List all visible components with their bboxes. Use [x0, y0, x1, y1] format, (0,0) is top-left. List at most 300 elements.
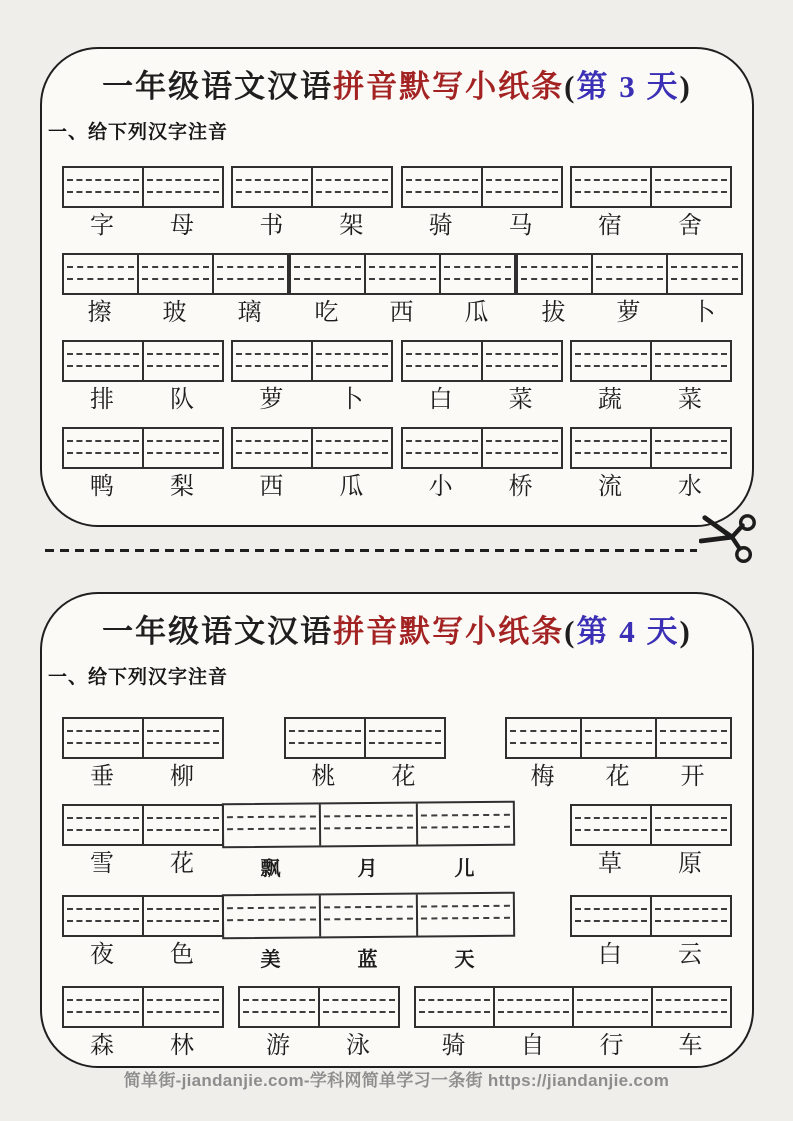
dashed-guideline — [655, 353, 727, 355]
dashed-guideline — [421, 917, 510, 920]
hanzi-char: 骑 — [441, 1033, 466, 1059]
dashed-guideline — [444, 266, 511, 268]
instruction-text: 一、给下列汉字注音 — [48, 667, 229, 688]
dashed-guideline — [486, 179, 558, 181]
pinyin-cell[interactable] — [483, 168, 561, 206]
hanzi-char: 西 — [259, 474, 284, 500]
word-group — [62, 895, 224, 969]
pinyin-cell[interactable] — [313, 342, 391, 380]
pinyin-cell[interactable] — [240, 988, 320, 1026]
dashed-guideline — [486, 365, 558, 367]
dashed-guideline — [147, 908, 219, 910]
hanzi-row — [231, 473, 393, 501]
word-row — [62, 253, 732, 327]
word-group — [231, 166, 393, 240]
hanzi-char: 梅 — [530, 764, 555, 790]
dashed-guideline — [67, 742, 139, 744]
pinyin-box — [238, 986, 400, 1028]
rows-container — [42, 166, 752, 501]
hanzi-char: 骑 — [428, 213, 453, 239]
hanzi-char: 流 — [597, 474, 622, 500]
word-group — [401, 166, 563, 240]
pinyin-cell[interactable] — [144, 988, 222, 1026]
dashed-guideline — [236, 179, 308, 181]
dashed-guideline — [406, 353, 478, 355]
pinyin-cell[interactable] — [321, 804, 418, 846]
pinyin-cell[interactable] — [574, 988, 653, 1026]
hanzi-char: 队 — [170, 387, 194, 413]
cut-line — [45, 549, 697, 552]
title-part: ( — [564, 69, 577, 104]
dashed-guideline — [406, 191, 478, 193]
hanzi-char: 宿 — [597, 213, 622, 239]
hanzi-char: 色 — [170, 942, 194, 968]
hanzi-row — [62, 212, 224, 240]
dashed-guideline — [419, 1011, 490, 1013]
hanzi-row — [570, 386, 732, 414]
dashed-guideline — [294, 266, 361, 268]
hanzi-row — [222, 942, 515, 973]
pinyin-box — [62, 253, 289, 295]
pinyin-cell[interactable] — [139, 255, 214, 293]
word-row — [62, 895, 732, 973]
hanzi-char: 云 — [678, 942, 702, 968]
dashed-guideline — [67, 440, 139, 442]
dashed-guideline — [67, 278, 134, 280]
pinyin-box — [231, 427, 393, 469]
word-group — [414, 986, 732, 1060]
pinyin-box — [516, 253, 743, 295]
dashed-guideline — [596, 266, 663, 268]
hanzi-row — [284, 763, 446, 791]
pinyin-cell[interactable] — [572, 897, 652, 935]
dashed-guideline — [656, 1011, 727, 1013]
dashed-guideline — [316, 191, 388, 193]
pinyin-cell[interactable] — [233, 168, 313, 206]
pinyin-box — [62, 717, 224, 759]
dashed-guideline — [585, 742, 652, 744]
pinyin-cell[interactable] — [233, 429, 313, 467]
dashed-guideline — [510, 742, 577, 744]
pinyin-cell[interactable] — [507, 719, 582, 757]
title-part: 第 3 天 — [576, 69, 680, 104]
dashed-guideline — [575, 440, 647, 442]
dashed-guideline — [486, 191, 558, 193]
word-row — [62, 804, 732, 882]
pinyin-cell[interactable] — [64, 897, 144, 935]
pinyin-cell[interactable] — [366, 255, 441, 293]
hanzi-row — [238, 1032, 400, 1060]
dashed-guideline — [147, 829, 219, 831]
word-group — [284, 717, 446, 791]
dashed-guideline — [577, 1011, 648, 1013]
dashed-guideline — [67, 266, 134, 268]
pinyin-cell[interactable] — [441, 255, 514, 293]
word-group — [238, 986, 400, 1060]
hanzi-char: 儿 — [454, 858, 475, 880]
pinyin-cell[interactable] — [321, 895, 418, 937]
dashed-guideline — [147, 191, 219, 193]
hanzi-char: 车 — [678, 1033, 703, 1059]
dashed-guideline — [67, 191, 139, 193]
pinyin-cell[interactable] — [366, 719, 444, 757]
word-group — [570, 340, 732, 414]
pinyin-cell[interactable] — [144, 429, 222, 467]
word-group — [401, 340, 563, 414]
dashed-guideline — [406, 452, 478, 454]
dashed-guideline — [585, 730, 652, 732]
dashed-guideline — [419, 999, 490, 1001]
scissors-icon — [699, 511, 761, 569]
pinyin-cell[interactable] — [286, 719, 366, 757]
word-group — [570, 895, 732, 969]
pinyin-box — [231, 166, 393, 208]
pinyin-cell[interactable] — [64, 806, 144, 844]
word-row — [62, 340, 732, 414]
dashed-guideline — [406, 440, 478, 442]
pinyin-cell[interactable] — [403, 342, 483, 380]
hanzi-row — [289, 299, 516, 327]
pinyin-cell[interactable] — [653, 988, 730, 1026]
word-row — [62, 166, 732, 240]
watermark: 简单街-jiandanjie.com-学科网简单学习一条街 https://jiandanjie.com — [123, 1071, 670, 1090]
dashed-guideline — [660, 742, 727, 744]
pinyin-cell[interactable] — [224, 895, 321, 937]
pinyin-cell[interactable] — [418, 803, 513, 845]
hanzi-char: 马 — [508, 213, 533, 239]
pinyin-cell[interactable] — [64, 255, 139, 293]
hanzi-row — [231, 386, 393, 414]
pinyin-cell[interactable] — [144, 897, 222, 935]
dashed-guideline — [316, 440, 388, 442]
dashed-guideline — [655, 920, 727, 922]
pinyin-cell[interactable] — [313, 429, 391, 467]
hanzi-char: 蔬 — [597, 387, 622, 413]
hanzi-char: 美 — [260, 949, 281, 971]
pinyin-box — [222, 801, 515, 849]
dashed-guideline — [575, 191, 647, 193]
dashed-guideline — [316, 353, 388, 355]
dashed-guideline — [236, 440, 308, 442]
hanzi-char: 垂 — [90, 764, 114, 790]
hanzi-char: 卜 — [339, 387, 364, 413]
dashed-guideline — [323, 1011, 395, 1013]
hanzi-char: 吃 — [314, 300, 339, 326]
pinyin-box — [62, 427, 224, 469]
dashed-guideline — [147, 353, 219, 355]
hanzi-row — [62, 1032, 224, 1060]
dashed-guideline — [142, 266, 209, 268]
pinyin-cell[interactable] — [593, 255, 668, 293]
hanzi-char: 花 — [391, 764, 416, 790]
pinyin-cell[interactable] — [572, 342, 652, 380]
dashed-guideline — [236, 191, 308, 193]
pinyin-box — [401, 166, 563, 208]
word-group — [516, 253, 743, 327]
hanzi-char: 水 — [677, 474, 702, 500]
dashed-guideline — [498, 1011, 569, 1013]
hanzi-char: 璃 — [237, 300, 262, 326]
dashed-guideline — [655, 908, 727, 910]
dashed-guideline — [406, 365, 478, 367]
dashed-guideline — [316, 179, 388, 181]
pinyin-cell[interactable] — [652, 897, 730, 935]
pinyin-cell[interactable] — [144, 342, 222, 380]
pinyin-box — [570, 340, 732, 382]
pinyin-box — [289, 253, 516, 295]
dashed-guideline — [521, 266, 588, 268]
worksheet-card-day3 — [40, 47, 754, 527]
dashed-guideline — [575, 829, 647, 831]
pinyin-box — [570, 895, 732, 937]
word-group — [289, 253, 516, 327]
dashed-guideline — [67, 817, 139, 819]
pinyin-cell[interactable] — [64, 168, 144, 206]
dashed-guideline — [575, 353, 647, 355]
word-row — [62, 427, 732, 501]
hanzi-char: 泳 — [346, 1033, 370, 1059]
title-part: 一年级语文汉语 — [102, 614, 334, 649]
hanzi-char: 花 — [605, 764, 630, 790]
hanzi-char: 字 — [90, 213, 114, 239]
dashed-guideline — [147, 1011, 219, 1013]
title-part: ( — [564, 614, 577, 649]
dashed-guideline — [655, 191, 727, 193]
hanzi-char: 原 — [678, 851, 702, 877]
word-group — [62, 717, 224, 791]
pinyin-box — [505, 717, 732, 759]
dashed-guideline — [369, 266, 436, 268]
dashed-guideline — [660, 730, 727, 732]
pinyin-cell[interactable] — [291, 255, 366, 293]
pinyin-box — [570, 166, 732, 208]
title-part: 拼音默写小纸条 — [333, 69, 565, 104]
hanzi-char: 月 — [357, 858, 378, 880]
dashed-guideline — [369, 742, 441, 744]
word-group — [505, 717, 732, 791]
pinyin-cell[interactable] — [313, 168, 391, 206]
hanzi-char: 白 — [598, 942, 622, 968]
dashed-guideline — [227, 918, 316, 921]
dashed-guideline — [575, 920, 647, 922]
word-group — [570, 166, 732, 240]
pinyin-cell[interactable] — [214, 255, 287, 293]
pinyin-box — [401, 340, 563, 382]
hanzi-char: 瓜 — [339, 474, 364, 500]
pinyin-cell[interactable] — [495, 988, 574, 1026]
pinyin-cell[interactable] — [657, 719, 730, 757]
dashed-guideline — [324, 906, 413, 909]
hanzi-row — [516, 299, 743, 327]
dashed-guideline — [147, 440, 219, 442]
dashed-guideline — [147, 999, 219, 1001]
hanzi-row — [401, 212, 563, 240]
dashed-guideline — [316, 365, 388, 367]
word-group — [570, 804, 732, 878]
hanzi-char: 自 — [520, 1033, 545, 1059]
dashed-guideline — [316, 452, 388, 454]
pinyin-cell[interactable] — [144, 806, 222, 844]
dashed-guideline — [421, 905, 510, 908]
title-part: 一年级语文汉语 — [102, 69, 334, 104]
dashed-guideline — [67, 179, 139, 181]
dashed-guideline — [142, 278, 209, 280]
dashed-guideline — [655, 440, 727, 442]
word-group — [570, 427, 732, 501]
dashed-guideline — [227, 815, 316, 818]
hanzi-char: 梨 — [170, 474, 194, 500]
pinyin-cell[interactable] — [652, 168, 730, 206]
hanzi-char: 卜 — [691, 300, 716, 326]
dashed-guideline — [510, 730, 577, 732]
dashed-guideline — [236, 365, 308, 367]
dashed-guideline — [67, 452, 139, 454]
pinyin-cell[interactable] — [652, 342, 730, 380]
hanzi-char: 萝 — [616, 300, 641, 326]
dashed-guideline — [67, 1011, 139, 1013]
dashed-guideline — [596, 278, 663, 280]
word-group — [222, 895, 515, 973]
hanzi-char: 森 — [90, 1033, 114, 1059]
dashed-guideline — [67, 365, 139, 367]
pinyin-cell[interactable] — [418, 894, 513, 936]
pinyin-box — [62, 986, 224, 1028]
title-part: ) — [679, 614, 692, 649]
pinyin-cell[interactable] — [64, 719, 144, 757]
dashed-guideline — [575, 817, 647, 819]
pinyin-cell[interactable] — [144, 168, 222, 206]
pinyin-cell[interactable] — [233, 342, 313, 380]
dashed-guideline — [656, 999, 727, 1001]
hanzi-char: 蓝 — [357, 949, 378, 971]
pinyin-cell[interactable] — [64, 429, 144, 467]
hanzi-char: 舍 — [677, 213, 702, 239]
hanzi-char: 雪 — [90, 851, 114, 877]
dashed-guideline — [369, 730, 441, 732]
hanzi-char: 行 — [599, 1033, 624, 1059]
pinyin-cell[interactable] — [64, 342, 144, 380]
dashed-guideline — [147, 730, 219, 732]
dashed-guideline — [444, 278, 511, 280]
hanzi-char: 擦 — [87, 300, 112, 326]
dashed-guideline — [323, 999, 395, 1001]
hanzi-row — [401, 473, 563, 501]
dashed-guideline — [486, 452, 558, 454]
word-group — [231, 427, 393, 501]
dashed-guideline — [243, 1011, 315, 1013]
dashed-guideline — [236, 452, 308, 454]
dashed-guideline — [147, 920, 219, 922]
dashed-guideline — [575, 365, 647, 367]
pinyin-box — [62, 340, 224, 382]
instruction-text: 一、给下列汉字注音 — [48, 122, 229, 143]
pinyin-cell[interactable] — [652, 429, 730, 467]
hanzi-row — [505, 763, 732, 791]
dashed-guideline — [655, 452, 727, 454]
dashed-guideline — [147, 365, 219, 367]
title-part: 拼音默写小纸条 — [333, 614, 565, 649]
dashed-guideline — [521, 278, 588, 280]
pinyin-cell[interactable] — [144, 719, 222, 757]
dashed-guideline — [67, 908, 139, 910]
dashed-guideline — [243, 999, 315, 1001]
word-group — [401, 427, 563, 501]
pinyin-cell[interactable] — [403, 429, 483, 467]
dashed-guideline — [575, 179, 647, 181]
pinyin-cell[interactable] — [64, 988, 144, 1026]
dashed-guideline — [498, 999, 569, 1001]
dashed-guideline — [655, 817, 727, 819]
hanzi-char: 柳 — [170, 764, 194, 790]
pinyin-cell[interactable] — [320, 988, 398, 1026]
word-row — [62, 986, 732, 1060]
dashed-guideline — [147, 179, 219, 181]
pinyin-cell[interactable] — [483, 342, 561, 380]
pinyin-cell[interactable] — [668, 255, 741, 293]
pinyin-box — [222, 892, 515, 940]
dashed-guideline — [671, 266, 738, 268]
pinyin-cell[interactable] — [483, 429, 561, 467]
pinyin-cell[interactable] — [572, 429, 652, 467]
dashed-guideline — [486, 353, 558, 355]
hanzi-char: 西 — [389, 300, 414, 326]
hanzi-char: 菜 — [677, 387, 702, 413]
hanzi-char: 拔 — [541, 300, 566, 326]
dashed-guideline — [486, 440, 558, 442]
dashed-guideline — [289, 730, 361, 732]
hanzi-row — [62, 386, 224, 414]
dashed-guideline — [67, 730, 139, 732]
dashed-guideline — [671, 278, 738, 280]
hanzi-char: 玻 — [162, 300, 187, 326]
hanzi-char: 萝 — [259, 387, 284, 413]
pinyin-cell[interactable] — [572, 168, 652, 206]
word-group — [62, 166, 224, 240]
dashed-guideline — [217, 278, 284, 280]
hanzi-row — [62, 473, 224, 501]
dashed-guideline — [67, 920, 139, 922]
word-group — [222, 804, 515, 882]
pinyin-box — [62, 804, 224, 846]
dashed-guideline — [421, 826, 510, 829]
hanzi-char: 架 — [339, 213, 364, 239]
pinyin-cell[interactable] — [652, 806, 730, 844]
pinyin-cell[interactable] — [582, 719, 657, 757]
pinyin-box — [62, 166, 224, 208]
dashed-guideline — [67, 353, 139, 355]
dashed-guideline — [575, 452, 647, 454]
hanzi-char: 菜 — [508, 387, 533, 413]
hanzi-row — [570, 212, 732, 240]
hanzi-char: 鸭 — [90, 474, 114, 500]
hanzi-row — [62, 763, 224, 791]
pinyin-cell[interactable] — [518, 255, 593, 293]
hanzi-row — [414, 1032, 732, 1060]
dashed-guideline — [147, 452, 219, 454]
hanzi-row — [62, 850, 224, 878]
word-group — [62, 986, 224, 1060]
pinyin-cell[interactable] — [572, 806, 652, 844]
section-title — [42, 610, 752, 654]
pinyin-box — [570, 804, 732, 846]
pinyin-cell[interactable] — [224, 804, 321, 846]
dashed-guideline — [289, 742, 361, 744]
pinyin-cell[interactable] — [416, 988, 495, 1026]
word-group — [62, 340, 224, 414]
hanzi-char: 白 — [428, 387, 453, 413]
dashed-guideline — [575, 908, 647, 910]
pinyin-cell[interactable] — [403, 168, 483, 206]
